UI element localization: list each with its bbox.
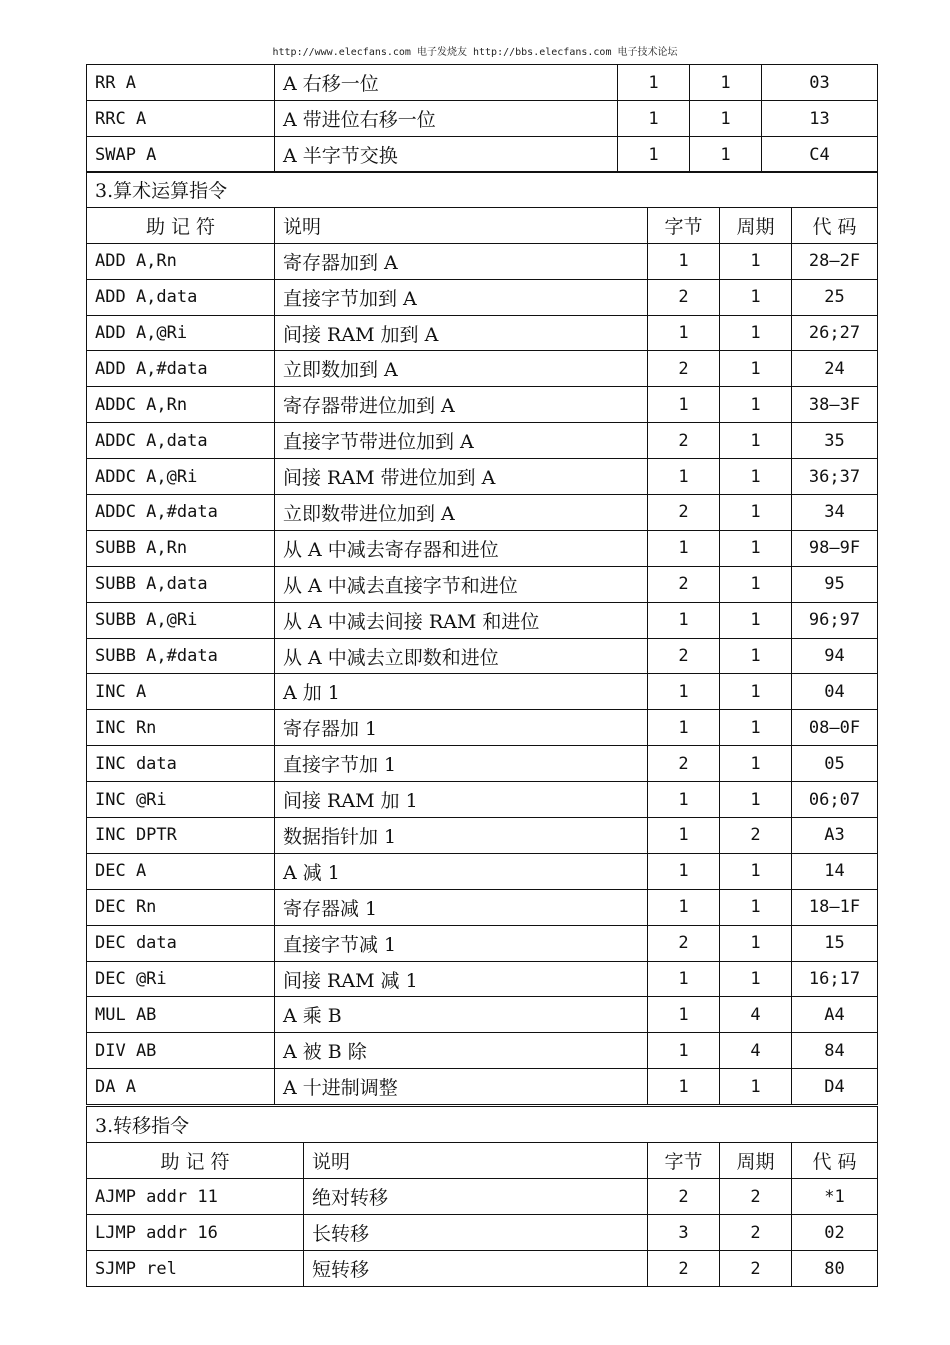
cell-bytes: 2 [648,566,720,602]
cell-cycles: 1 [690,137,762,173]
cell-desc: 绝对转移 [304,1179,648,1215]
table-row [87,818,878,854]
table-row [87,566,878,602]
logic-ops-table-continued [86,64,878,173]
cell-bytes: 1 [648,710,720,746]
table-row [87,1251,878,1287]
cell-desc: A 被 B 除 [275,1033,648,1069]
cell-bytes: 2 [648,351,720,387]
table-header-row [87,1143,878,1179]
table-row [87,782,878,818]
cell-mnemonic: ADDC A,data [87,423,275,459]
cell-desc: 间接 RAM 带进位加到 A [275,459,648,495]
cell-mnemonic: DEC Rn [87,889,275,925]
cell-cycles: 1 [690,65,762,101]
cell-cycles: 1 [720,566,792,602]
table-row [87,1215,878,1251]
cell-mnemonic: SWAP A [87,137,275,173]
cell-bytes: 2 [648,638,720,674]
cell-desc: A 加 1 [275,674,648,710]
cell-bytes: 2 [648,495,720,531]
cell-desc: A 十进制调整 [275,1069,648,1105]
cell-cycles: 4 [720,1033,792,1069]
cell-mnemonic: RRC A [87,101,275,137]
table-row [87,351,878,387]
cell-cycles: 2 [720,1179,792,1215]
cell-desc: A 半字节交换 [275,137,618,173]
cell-mnemonic: SJMP rel [87,1251,304,1287]
cell-bytes: 1 [648,315,720,351]
cell-code: 16;17 [792,961,878,997]
cell-cycles: 1 [720,961,792,997]
cell-mnemonic: ADD A,data [87,279,275,315]
cell-code: 14 [792,853,878,889]
cell-desc: 直接字节带进位加到 A [275,423,648,459]
cell-cycles: 1 [720,243,792,279]
header-mnemonic: 助 记 符 [87,207,275,243]
cell-desc: 短转移 [304,1251,648,1287]
table-row [87,997,878,1033]
table-row [87,423,878,459]
cell-mnemonic: ADDC A,@Ri [87,459,275,495]
header-bytes: 字节 [648,207,720,243]
cell-code: 94 [792,638,878,674]
cell-cycles: 2 [720,818,792,854]
table-row [87,602,878,638]
cell-bytes: 1 [648,459,720,495]
cell-cycles: 1 [720,746,792,782]
cell-mnemonic: LJMP addr 16 [87,1215,304,1251]
cell-desc: 直接字节加 1 [275,746,648,782]
cell-cycles: 1 [720,387,792,423]
section-title-row [87,1107,878,1143]
table-row [87,853,878,889]
cell-desc: A 乘 B [275,997,648,1033]
cell-cycles: 1 [720,279,792,315]
cell-mnemonic: ADDC A,#data [87,495,275,531]
cell-desc: 从 A 中减去直接字节和进位 [275,566,648,602]
cell-code: 18—1F [792,889,878,925]
table-row [87,459,878,495]
cell-mnemonic: INC @Ri [87,782,275,818]
cell-code: 84 [792,1033,878,1069]
cell-desc: 直接字节加到 A [275,279,648,315]
cell-mnemonic: ADD A,Rn [87,243,275,279]
cell-mnemonic: DA A [87,1069,275,1105]
cell-code: 38—3F [792,387,878,423]
cell-bytes: 2 [648,279,720,315]
cell-desc: 长转移 [304,1215,648,1251]
cell-code: 96;97 [792,602,878,638]
cell-desc: 数据指针加 1 [275,818,648,854]
cell-code: 15 [792,925,878,961]
cell-desc: 寄存器带进位加到 A [275,387,648,423]
jump-ops-table [86,1106,878,1287]
cell-cycles: 1 [720,674,792,710]
section-title: 3.转移指令 [87,1107,878,1143]
table-row [87,387,878,423]
cell-code: 04 [792,674,878,710]
cell-mnemonic: SUBB A,#data [87,638,275,674]
cell-bytes: 1 [648,853,720,889]
cell-mnemonic: INC Rn [87,710,275,746]
cell-bytes: 1 [648,674,720,710]
cell-mnemonic: INC data [87,746,275,782]
cell-code: 36;37 [792,459,878,495]
cell-cycles: 1 [720,925,792,961]
cell-bytes: 1 [648,889,720,925]
header-bytes: 字节 [648,1143,720,1179]
cell-cycles: 1 [720,638,792,674]
table-row [87,137,878,173]
cell-mnemonic: DEC @Ri [87,961,275,997]
cell-bytes: 3 [648,1215,720,1251]
table-row [87,710,878,746]
table-row [87,1069,878,1105]
table-row [87,243,878,279]
cell-code: A3 [792,818,878,854]
header-code: 代 码 [792,1143,878,1179]
cell-bytes: 1 [648,243,720,279]
cell-code: 05 [792,746,878,782]
section-title: 3.算术运算指令 [87,172,878,208]
table-row [87,889,878,925]
table-row [87,315,878,351]
cell-desc: 间接 RAM 加到 A [275,315,648,351]
cell-desc: 立即数带进位加到 A [275,495,648,531]
cell-bytes: 1 [648,387,720,423]
cell-cycles: 2 [720,1251,792,1287]
cell-mnemonic: RR A [87,65,275,101]
cell-desc: 寄存器加 1 [275,710,648,746]
cell-mnemonic: AJMP addr 11 [87,1179,304,1215]
cell-code: 98—9F [792,530,878,566]
cell-desc: A 减 1 [275,853,648,889]
cell-bytes: 1 [648,1033,720,1069]
table-row [87,1033,878,1069]
cell-bytes: 2 [648,1179,720,1215]
cell-bytes: 1 [648,1069,720,1105]
cell-code: 24 [792,351,878,387]
cell-code: 06;07 [792,782,878,818]
cell-code: 35 [792,423,878,459]
cell-cycles: 1 [690,101,762,137]
table-row [87,746,878,782]
cell-code: 08—0F [792,710,878,746]
cell-bytes: 1 [618,65,690,101]
cell-bytes: 1 [648,961,720,997]
cell-bytes: 1 [618,137,690,173]
cell-cycles: 1 [720,602,792,638]
cell-code: *1 [792,1179,878,1215]
cell-desc: 寄存器加到 A [275,243,648,279]
cell-bytes: 1 [648,818,720,854]
table-row [87,101,878,137]
cell-cycles: 1 [720,423,792,459]
cell-cycles: 4 [720,997,792,1033]
table-row [87,279,878,315]
cell-bytes: 2 [648,746,720,782]
cell-desc: A 带进位右移一位 [275,101,618,137]
cell-code: 34 [792,495,878,531]
header-desc: 说明 [304,1143,648,1179]
cell-bytes: 1 [648,530,720,566]
header-desc: 说明 [275,207,648,243]
cell-mnemonic: SUBB A,data [87,566,275,602]
cell-cycles: 1 [720,530,792,566]
cell-mnemonic: ADDC A,Rn [87,387,275,423]
cell-desc: 从 A 中减去间接 RAM 和进位 [275,602,648,638]
header-mnemonic: 助 记 符 [87,1143,304,1179]
header-cycles: 周期 [720,207,792,243]
cell-code: 13 [762,101,878,137]
table-row [87,674,878,710]
cell-code: 02 [792,1215,878,1251]
cell-bytes: 1 [648,782,720,818]
cell-mnemonic: INC A [87,674,275,710]
cell-desc: 间接 RAM 减 1 [275,961,648,997]
cell-desc: 寄存器减 1 [275,889,648,925]
cell-desc: A 右移一位 [275,65,618,101]
table-row [87,638,878,674]
cell-code: 80 [792,1251,878,1287]
cell-bytes: 2 [648,1251,720,1287]
cell-mnemonic: DIV AB [87,1033,275,1069]
cell-cycles: 1 [720,459,792,495]
table-row [87,530,878,566]
cell-code: A4 [792,997,878,1033]
cell-code: 28—2F [792,243,878,279]
cell-cycles: 1 [720,315,792,351]
cell-code: 25 [792,279,878,315]
table-row [87,65,878,101]
arithmetic-ops-table [86,171,878,1105]
cell-cycles: 1 [720,495,792,531]
cell-code: 03 [762,65,878,101]
cell-code: D4 [792,1069,878,1105]
cell-cycles: 2 [720,1215,792,1251]
cell-mnemonic: SUBB A,Rn [87,530,275,566]
table-row [87,961,878,997]
section-title-row [87,172,878,208]
cell-cycles: 1 [720,710,792,746]
cell-cycles: 1 [720,1069,792,1105]
header-cycles: 周期 [720,1143,792,1179]
cell-bytes: 1 [618,101,690,137]
table-row [87,495,878,531]
cell-mnemonic: MUL AB [87,997,275,1033]
cell-code: 26;27 [792,315,878,351]
cell-mnemonic: SUBB A,@Ri [87,602,275,638]
cell-mnemonic: DEC A [87,853,275,889]
cell-mnemonic: ADD A,@Ri [87,315,275,351]
cell-desc: 从 A 中减去立即数和进位 [275,638,648,674]
cell-mnemonic: INC DPTR [87,818,275,854]
table-row [87,1179,878,1215]
cell-code: C4 [762,137,878,173]
cell-mnemonic: ADD A,#data [87,351,275,387]
cell-cycles: 1 [720,853,792,889]
cell-cycles: 1 [720,351,792,387]
cell-desc: 从 A 中减去寄存器和进位 [275,530,648,566]
cell-bytes: 2 [648,925,720,961]
cell-code: 95 [792,566,878,602]
table-row [87,925,878,961]
cell-desc: 立即数加到 A [275,351,648,387]
cell-desc: 直接字节减 1 [275,925,648,961]
cell-cycles: 1 [720,782,792,818]
cell-bytes: 2 [648,423,720,459]
cell-desc: 间接 RAM 加 1 [275,782,648,818]
cell-bytes: 1 [648,997,720,1033]
cell-bytes: 1 [648,602,720,638]
page-header: http://www.elecfans.com 电子发烧友 http://bbs.elecfans.com 电子技术论坛 [272,47,678,58]
table-header-row [87,207,878,243]
cell-cycles: 1 [720,889,792,925]
cell-mnemonic: DEC data [87,925,275,961]
header-code: 代 码 [792,207,878,243]
